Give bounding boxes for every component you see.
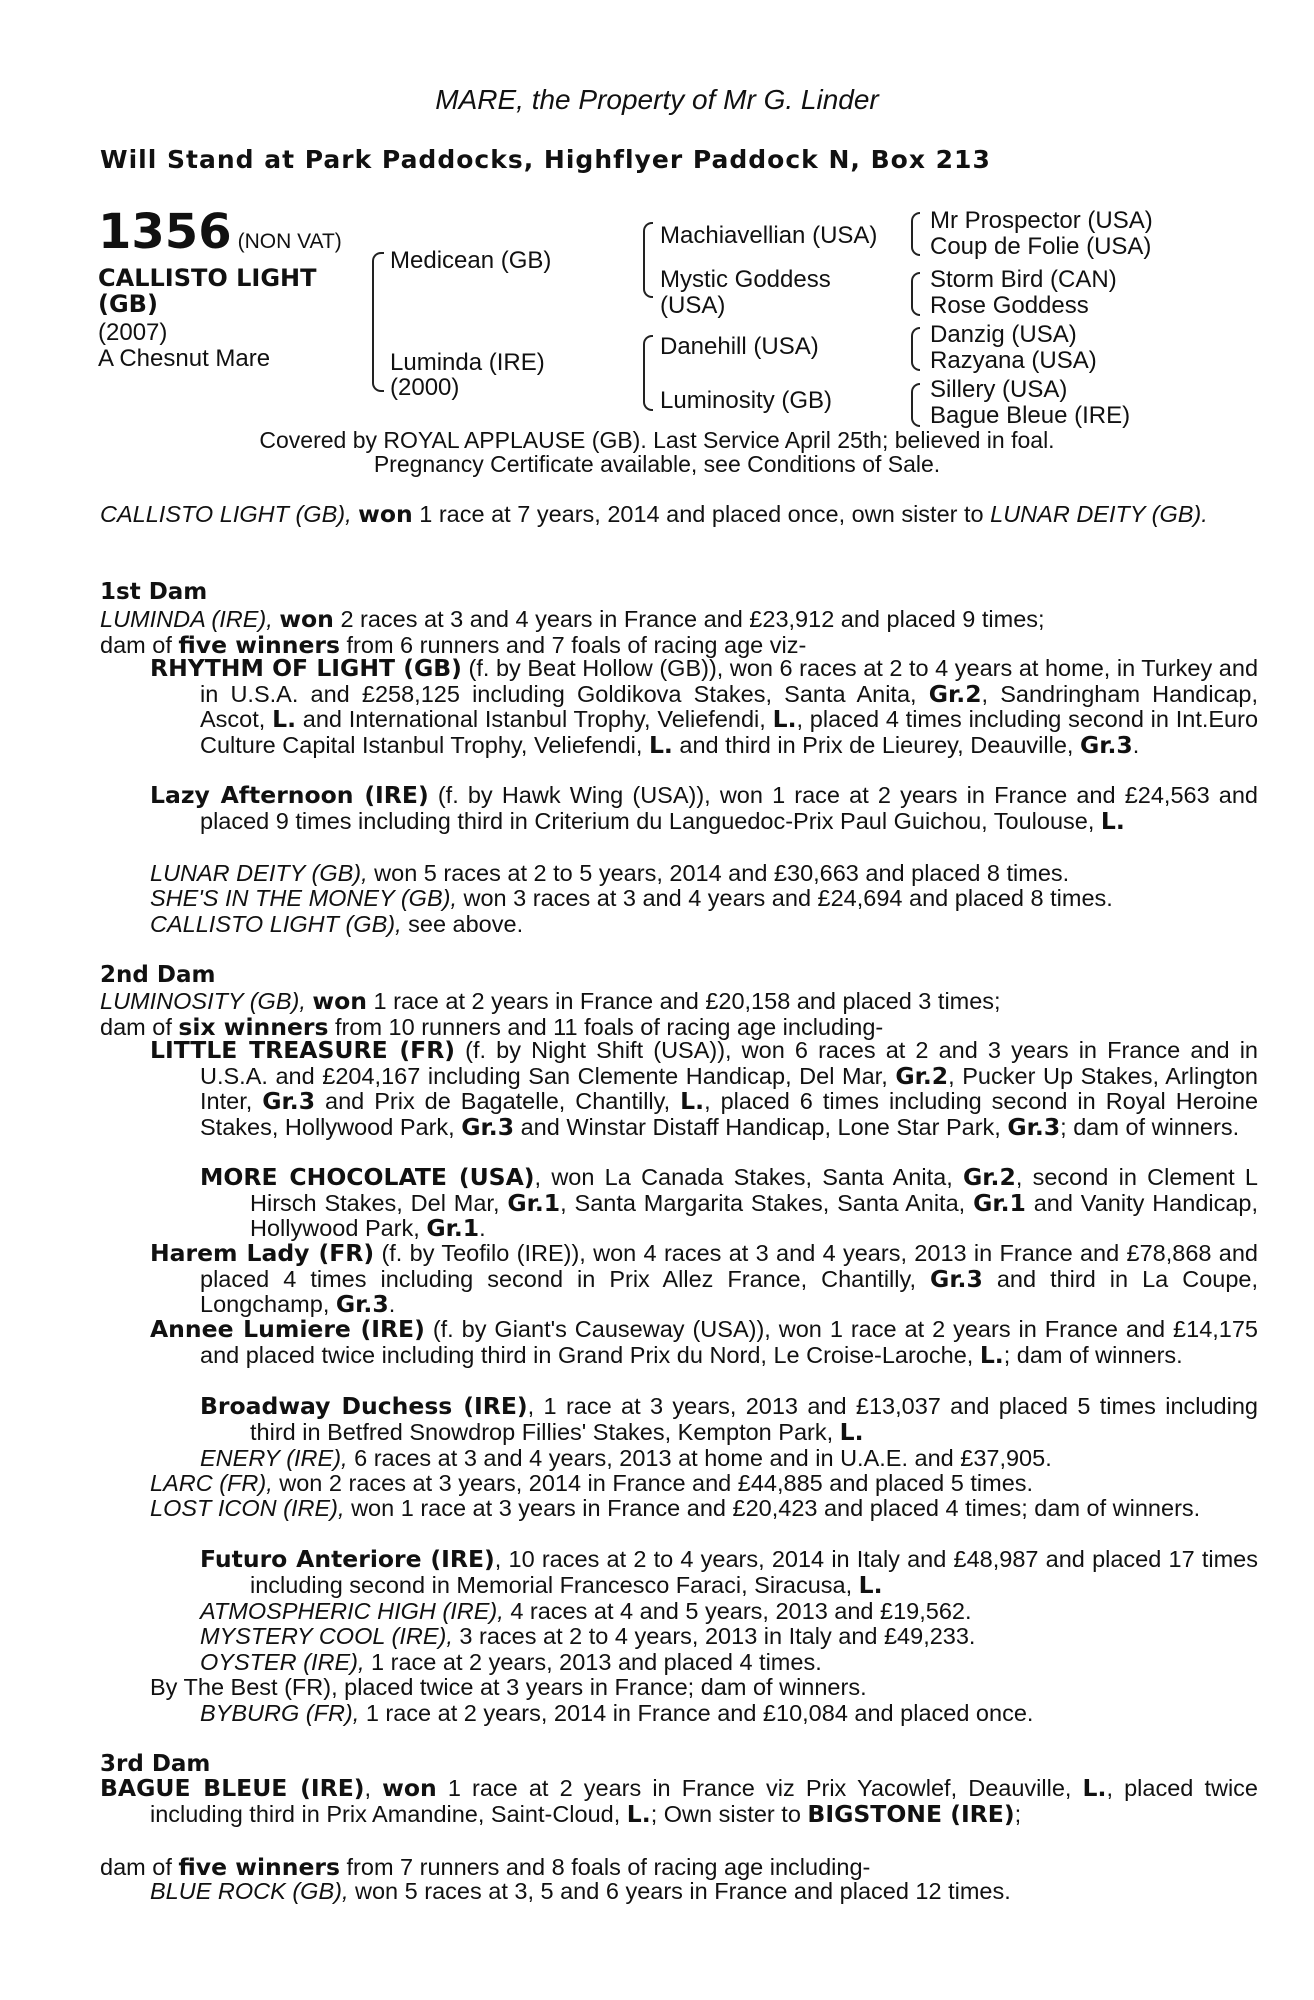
progeny-entry: Lazy Afternoon (IRE) (f. by Hawk Wing (USA)), won 1 race at 2 years in France and £24,563 and placed 9 times including third in Criterium du Languedoc-Prix Paul Guichou, Toulouse, L. [150, 781, 1258, 835]
pedigree-brace [372, 252, 384, 392]
dam3-paragraph: BAGUE BLEUE (IRE), won 1 race at 2 years in France viz Prix Yacowlef, Deauville, L., placed twice including third in Prix Amandine, Saint-Cloud, L.; Own sister to BIGSTONE (IRE); [100, 1774, 1258, 1828]
progeny-entry: Harem Lady (FR) (f. by Teofilo (IRE)), won 4 races at 3 and 4 years, 2013 in France and £78,868 and placed 4 times including second in Prix Allez France, Chantilly, Gr.3 and third in La Coupe, Longchamp, Gr.3. [150, 1239, 1259, 1318]
section-heading: 1st Dam [100, 579, 208, 605]
stand-location: Will Stand at Park Paddocks, Highflyer Paddock N, Box 213 [100, 145, 991, 174]
progeny-entry: OYSTER (IRE), 1 race at 2 years, 2013 and placed 4 times. [200, 1649, 822, 1675]
progeny-entry: SHE'S IN THE MONEY (GB), won 3 races at 3 and 4 years and £24,694 and placed 8 times. [150, 885, 1113, 911]
covered-line: Covered by ROYAL APPLAUSE (GB). Last Service April 25th; believed in foal. [259, 427, 1055, 453]
pedigree-sds: Storm Bird (CAN) [930, 266, 1117, 293]
progeny-entry: Futuro Anteriore (IRE), 10 races at 2 to 4 years, 2014 in Italy and £48,987 and placed 17 times including second in Memorial Francesco Faraci, Siracusa, L. [200, 1545, 1258, 1599]
pedigree-dam-dam: Luminosity (GB) [660, 387, 833, 414]
dam2-line2: dam of six winners from 10 runners and 11 foals of racing age including- [100, 1013, 884, 1041]
horse-country: (GB) [98, 290, 158, 318]
progeny-entry: CALLISTO LIGHT (GB), see above. [150, 911, 524, 937]
progeny-entry: RHYTHM OF LIGHT (GB) (f. by Beat Hollow (GB)), won 6 races at 2 to 4 years at home, in Turkey and in U.S.A. and £258,125 including Goldikova Stakes, Santa Anita, Gr.2, Sandringham Handicap, Ascot, L. and International Istanbul Trophy, Veliefendi, L., placed 4 times including second in Int.Euro Culture Capital Istanbul Trophy, Veliefendi, L. and third in Prix de Lieurey, Deauville, Gr.3. [150, 654, 1259, 759]
pedigree-dam-sire: Danehill (USA) [660, 333, 819, 360]
pedigree-ddd: Bague Bleue (IRE) [930, 402, 1131, 429]
section-heading: 3rd Dam [100, 1751, 211, 1777]
pedigree-brace [643, 222, 653, 298]
progeny-entry: Broadway Duchess (IRE), 1 race at 3 years, 2013 and £13,037 and placed 5 times including third in Betfred Snowdrop Fillies' Stakes, Kempton Park, L. [200, 1392, 1258, 1446]
dam1-line2: dam of five winners from 6 runners and 7 foals of racing age viz- [100, 631, 807, 659]
page-title: MARE, the Property of Mr G. Linder [435, 84, 879, 115]
pedigree-dss: Danzig (USA) [930, 321, 1077, 348]
pedigree-sss: Mr Prospector (USA) [930, 207, 1153, 234]
vat-label: (NON VAT) [237, 230, 342, 253]
pedigree-dam-year: (2000) [390, 374, 460, 401]
horse-description: A Chesnut Mare [98, 345, 271, 372]
dam3-line2: dam of five winners from 7 runners and 8 foals of racing age including- [100, 1853, 871, 1881]
progeny-entry: LUNAR DEITY (GB), won 5 races at 2 to 5 years, 2014 and £30,663 and placed 8 times. [150, 860, 1070, 886]
progeny-entry: By The Best (FR), placed twice at 3 years in France; dam of winners. [150, 1674, 867, 1700]
horse-name: CALLISTO LIGHT [98, 264, 317, 292]
horse-year: (2007) [98, 319, 168, 346]
intro-paragraph: CALLISTO LIGHT (GB), won 1 race at 7 years, 2014 and placed once, own sister to LUNAR DEITY (GB). [100, 500, 1208, 528]
progeny-entry: LARC (FR), won 2 races at 3 years, 2014 in France and £44,885 and placed 5 times. [150, 1470, 1034, 1496]
pedigree-dam: Luminda (IRE) [390, 349, 545, 376]
progeny-entry: Annee Lumiere (IRE) (f. by Giant's Causeway (USA)), won 1 race at 2 years in France and £14,175 and placed twice including third in Grand Prix du Nord, Le Croise-Laroche, L.; dam of winners. [150, 1315, 1258, 1369]
progeny-entry: ATMOSPHERIC HIGH (IRE), 4 races at 4 and 5 years, 2013 and £19,562. [200, 1598, 972, 1624]
pedigree-brace [911, 212, 920, 256]
progeny-entry: ENERY (IRE), 6 races at 3 and 4 years, 2013 at home and in U.A.E. and £37,905. [200, 1445, 1052, 1471]
pedigree-ssd: Coup de Folie (USA) [930, 233, 1152, 260]
section-heading: 2nd Dam [100, 962, 216, 988]
dam2-line1: LUMINOSITY (GB), won 1 race at 2 years in France and £20,158 and placed 3 times; [100, 987, 1001, 1015]
progeny-entry: LOST ICON (IRE), won 1 race at 3 years in France and £20,423 and placed 4 times; dam of winners. [150, 1495, 1201, 1521]
pedigree-brace [911, 383, 920, 427]
pedigree-sire-dam: Mystic Goddess [660, 266, 831, 293]
pedigree-brace [911, 327, 920, 371]
pedigree-dds: Sillery (USA) [930, 376, 1068, 403]
progeny-entry: BYBURG (FR), 1 race at 2 years, 2014 in France and £10,084 and placed once. [200, 1700, 1034, 1726]
pedigree-sdd: Rose Goddess [930, 292, 1089, 319]
pedigree-brace [643, 335, 653, 411]
pedigree-sire: Medicean (GB) [390, 247, 552, 274]
progeny-entry: LITTLE TREASURE (FR) (f. by Night Shift (USA)), won 6 races at 2 and 3 years in France and in U.S.A. and £204,167 including San Clemente Handicap, Del Mar, Gr.2, Pucker Up Stakes, Arlington Inter, Gr.3 and Prix de Bagatelle, Chantilly, L., placed 6 times including second in Royal Heroine Stakes, Hollywood Park, Gr.3 and Winstar Distaff Handicap, Lone Star Park, Gr.3; dam of winners. [150, 1036, 1259, 1141]
progeny-entry: MYSTERY COOL (IRE), 3 races at 2 to 4 years, 2013 in Italy and £49,233. [200, 1623, 976, 1649]
dam1-line1: LUMINDA (IRE), won 2 races at 3 and 4 years in France and £23,912 and placed 9 times; [100, 605, 1045, 633]
pedigree-sire-dam-country: (USA) [660, 292, 726, 319]
pregnancy-line: Pregnancy Certificate available, see Conditions of Sale. [373, 451, 941, 477]
progeny-entry: BLUE ROCK (GB), won 5 races at 3, 5 and 6 years in France and placed 12 times. [150, 1878, 1011, 1904]
lot-number: 1356 (NON VAT) [98, 204, 342, 260]
pedigree-brace [911, 272, 920, 316]
pedigree-sire-sire: Machiavellian (USA) [660, 222, 878, 249]
pedigree-dsd: Razyana (USA) [930, 347, 1097, 374]
progeny-entry: MORE CHOCOLATE (USA), won La Canada Stakes, Santa Anita, Gr.2, second in Clement L Hirsch Stakes, Del Mar, Gr.1, Santa Margarita Stakes, Santa Anita, Gr.1 and Vanity Handicap, Hollywood Park, Gr.1. [200, 1163, 1259, 1242]
